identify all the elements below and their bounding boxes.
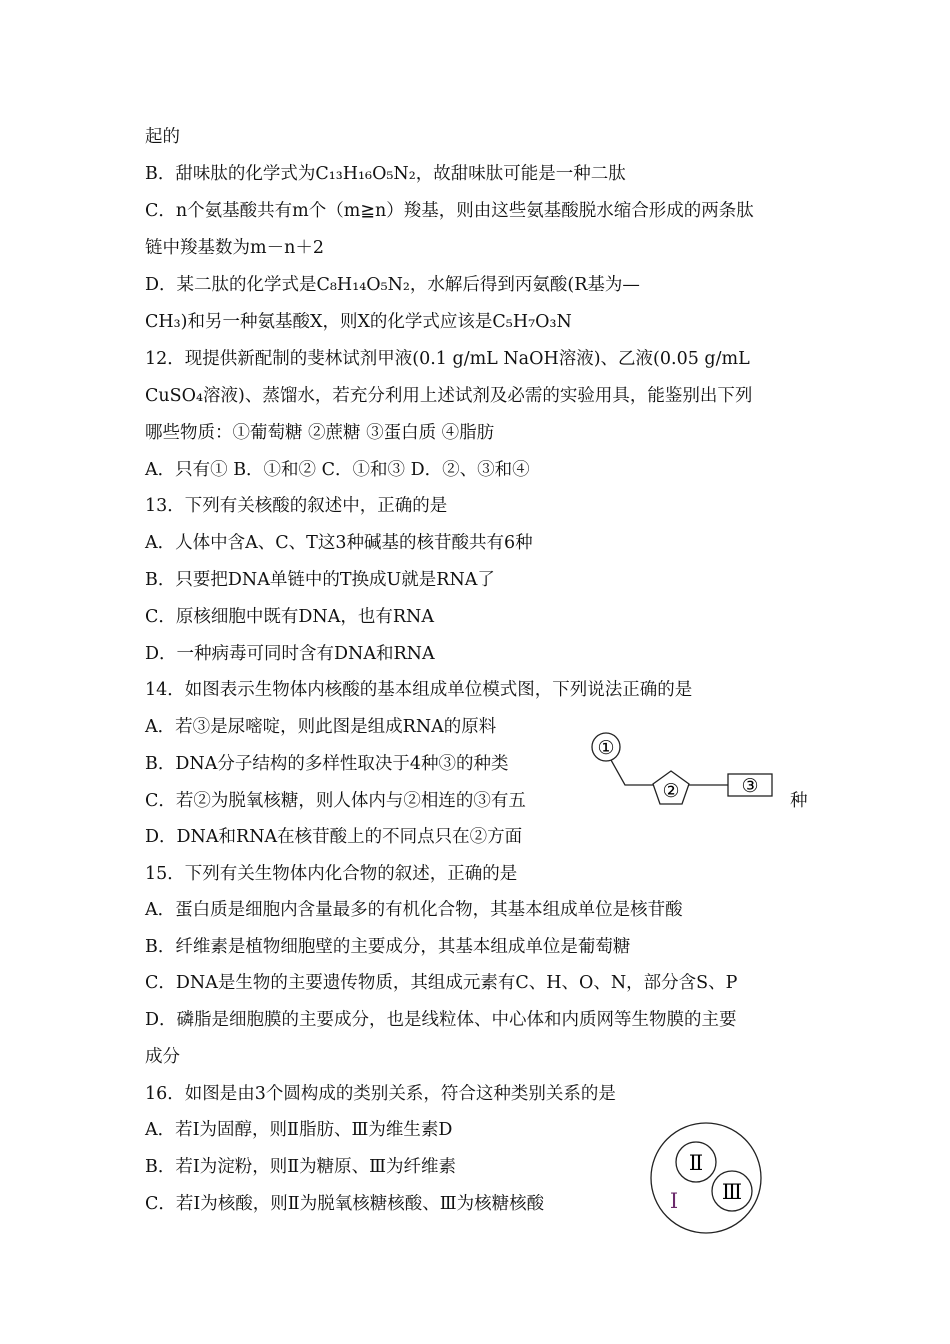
label-ii: Ⅱ <box>688 1151 704 1175</box>
text-line: D．DNA和RNA在核苷酸上的不同点只在②方面 <box>145 827 523 847</box>
question-14-stem: 14．如图表示生物体内核酸的基本组成单位模式图，下列说法正确的是 <box>145 680 693 700</box>
text-line: B．若Ⅰ为淀粉，则Ⅱ为糖原、Ⅲ为纤维素 <box>145 1157 457 1177</box>
text-line: 成分 <box>145 1047 180 1067</box>
question-12-stem: 12．现提供新配制的斐林试剂甲液(0.1 g/mL NaOH溶液)、乙液(0.05 g/mL <box>145 349 750 369</box>
label-iii: Ⅲ <box>721 1180 743 1204</box>
text-line: D．某二肽的化学式是C₈H₁₄O₅N₂，水解后得到丙氨酸(R基为— <box>145 275 640 295</box>
text-line: C．原核细胞中既有DNA，也有RNA <box>145 607 434 627</box>
nucleotide-diagram <box>585 728 785 818</box>
text-line: D．一种病毒可同时含有DNA和RNA <box>145 644 435 664</box>
trailing-word: 种 <box>790 791 808 811</box>
text-line: CH₃)和另一种氨基酸X，则X的化学式应该是C₅H₇O₃N <box>145 312 572 332</box>
text-line: B．甜味肽的化学式为C₁₃H₁₆O₅N₂，故甜味肽可能是一种二肽 <box>145 164 626 184</box>
text-line: A．人体中含A、C、T这3种碱基的核苷酸共有6种 <box>145 533 533 553</box>
text-line: A．若③是尿嘧啶，则此图是组成RNA的原料 <box>145 717 497 737</box>
outer-circle <box>651 1123 761 1233</box>
text-line: B．DNA分子结构的多样性取决于4种③的种类 <box>145 754 509 774</box>
question-13-stem: 13．下列有关核酸的叙述中，正确的是 <box>145 496 448 516</box>
text-line: 起的 <box>145 127 180 147</box>
question-15-stem: 15．下列有关生物体内化合物的叙述，正确的是 <box>145 864 518 884</box>
text-line: B．纤维素是植物细胞壁的主要成分，其基本组成单位是葡萄糖 <box>145 937 631 957</box>
text-line: C．若②为脱氧核糖，则人体内与②相连的③有五 <box>145 791 526 811</box>
sugar-label: ② <box>662 781 680 802</box>
question-12-options: A．只有① B．①和② C．①和③ D．②、③和④ <box>145 460 530 480</box>
text-line: C．若Ⅰ为核酸，则Ⅱ为脱氧核糖核酸、Ⅲ为核糖核酸 <box>145 1194 545 1214</box>
text-line: CuSO₄溶液)、蒸馏水，若充分利用上述试剂及必需的实验用具，能鉴别出下列 <box>145 386 753 406</box>
text-line: C．DNA是生物的主要遗传物质，其组成元素有C、H、O、N，部分含S、P <box>145 973 738 993</box>
base-label: ③ <box>741 776 759 797</box>
text-line: D．磷脂是细胞膜的主要成分，也是线粒体、中心体和内质网等生物膜的主要 <box>145 1010 737 1030</box>
text-line: A．若Ⅰ为固醇，则Ⅱ脂肪、Ⅲ为维生素D <box>145 1120 453 1140</box>
phosphate-sugar-bond <box>611 760 653 785</box>
phosphate-label: ① <box>597 738 615 759</box>
text-line: C．n个氨基酸共有m个（m≧n）羧基，则由这些氨基酸脱水缩合形成的两条肽 <box>145 201 754 221</box>
label-i: Ⅰ <box>669 1189 679 1213</box>
question-16-stem: 16．如图是由3个圆构成的类别关系，符合这种类别关系的是 <box>145 1084 616 1104</box>
venn-diagram <box>648 1118 768 1238</box>
text-line: A．蛋白质是细胞内含量最多的有机化合物，其基本组成单位是核苷酸 <box>145 900 683 920</box>
text-line: 哪些物质：①葡萄糖 ②蔗糖 ③蛋白质 ④脂肪 <box>145 423 495 443</box>
text-line: B．只要把DNA单链中的T换成U就是RNA了 <box>145 570 495 590</box>
text-line: 链中羧基数为m－n＋2 <box>145 238 324 258</box>
